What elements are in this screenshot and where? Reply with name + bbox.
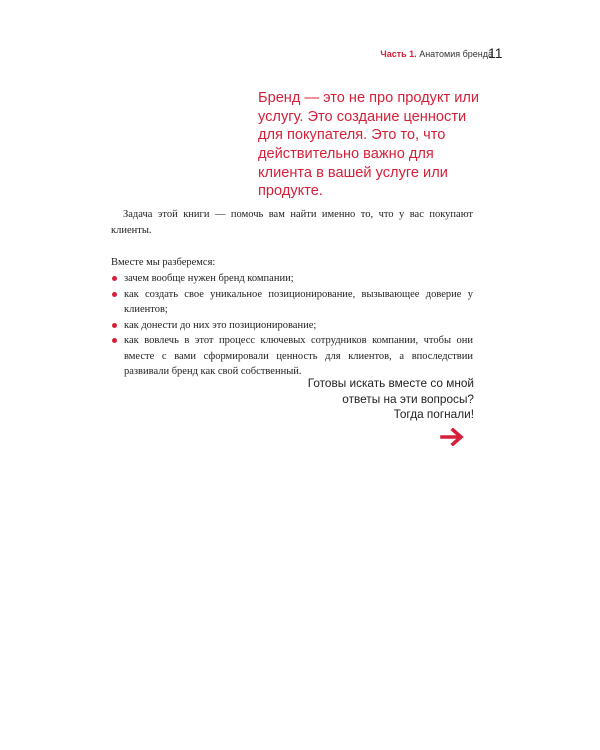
header-part: Часть 1. xyxy=(380,49,417,59)
closing-line: Готовы искать вместе со мной xyxy=(307,376,474,390)
arrow-right-icon xyxy=(440,428,466,446)
closing-line: ответы на эти вопросы? xyxy=(342,391,474,406)
bullet-dot-icon xyxy=(112,323,117,328)
pull-quote: Бренд — это не про продукт или услугу. Это создание ценности для покупателя. Это то, что действительно важно для клиента в вашей услуге или продукте. xyxy=(258,90,480,200)
list-item: как создать свое уникальное позиционирование, вызывающее доверие у клиентов; xyxy=(111,287,473,318)
list-item: зачем вообще нужен бренд компании; xyxy=(111,271,473,287)
running-header xyxy=(380,49,493,59)
page-number: 11 xyxy=(488,45,503,61)
bullet-dot-icon xyxy=(112,292,117,297)
intro-paragraph: Задача этой книги — помочь вам найти именно то, что у вас покупают клиенты. xyxy=(111,209,473,236)
list-item: как вовлечь в этот процесс ключевых сотрудников компании, чтобы они вместе с вами сформировали ценность для клиентов, а впоследствии развивали бренд как свой собственный. xyxy=(111,333,473,380)
header-section: Анатомия бренда xyxy=(419,49,493,59)
bullet-dot-icon xyxy=(112,338,117,343)
list-lead: Вместе мы разберемся: xyxy=(111,257,216,268)
bullet-dot-icon xyxy=(112,276,117,281)
list-item: как донести до них это позиционирование; xyxy=(111,318,473,334)
closing-text xyxy=(254,376,474,423)
closing-line: Тогда погнали! xyxy=(393,407,474,422)
bullet-list xyxy=(111,271,473,380)
